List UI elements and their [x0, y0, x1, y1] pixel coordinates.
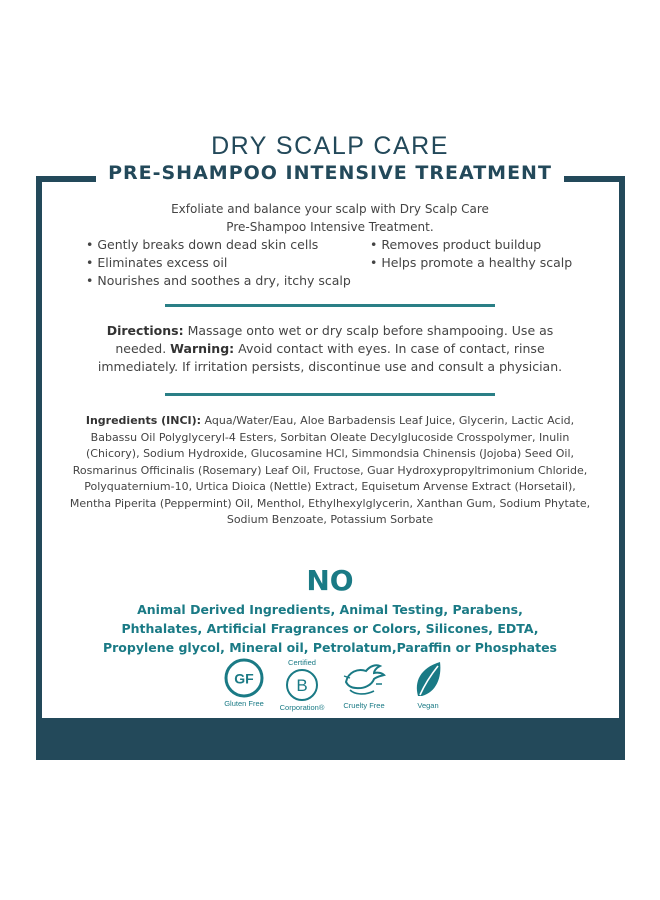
bcorp-label: Corporation®: [279, 703, 325, 712]
divider-bottom: [165, 393, 495, 396]
leaping-bunny-icon: [340, 658, 388, 700]
benefits-list-right: [370, 236, 572, 272]
benefit-item: • Eliminates excess oil: [86, 254, 351, 272]
leaf-icon: [410, 658, 446, 700]
benefit-item: • Helps promote a healthy scalp: [370, 254, 572, 272]
gluten-free-icon: [224, 658, 264, 698]
intro-text: [0, 200, 660, 236]
intro-line-1: Exfoliate and balance your scalp with Dry Scalp Care: [171, 202, 489, 216]
directions-label: Directions:: [106, 323, 184, 338]
benefit-item: • Removes product buildup: [370, 236, 572, 254]
bcorp-icon: [285, 668, 319, 702]
directions-body: Massage onto wet or dry scalp before shampooing. Use as needed.: [115, 323, 554, 356]
vegan-label: Vegan: [417, 701, 439, 710]
product-line-title: DRY SCALP CARE: [211, 132, 449, 160]
product-subtitle: [0, 162, 660, 184]
bcorp-mark: B: [296, 676, 308, 695]
free-from-list: Animal Derived Ingredients, Animal Testing, Parabens, Phthalates, Artificial Fragrances or Colors, Silicones, EDTA, Propylene glycol, Mineral oil, Petrolatum,Paraffin or Phosphates: [102, 602, 557, 655]
benefits-list-left: [86, 236, 351, 290]
ingredients-body: Aqua/Water/Eau, Aloe Barbadensis Leaf Juice, Glycerin, Lactic Acid, Babassu Oil Polyglyceryl-4 Esters, Sorbitan Oleate Decylglucoside Crosspolymer, Inulin (Chicory), Sodium Hydroxide, Glucosamine HCl, Simmondsia Chinensis (Jojoba) Seed Oil, Rosmarinus Officinalis (Rosemary) Leaf Oil, Fructose, Guar Hydroxypropyltrimonium Chloride, Polyquaternium-10, Urtica Dioica (Nettle) Extract, Equisetum Arvense Extract (Horsetail), Mentha Piperita (Peppermint) Oil, Menthol, Ethylhexylglycerin, Xanthan Gum, Sodium Phytate, Sodium Benzoate, Potassium Sorbate: [69, 414, 591, 526]
gluten-free-label: Gluten Free: [224, 699, 264, 708]
benefit-item: • Gently breaks down dead skin cells: [86, 236, 351, 254]
intro-line-2: Pre-Shampoo Intensive Treatment.: [226, 220, 434, 234]
cruelty-free-badge: [334, 658, 394, 710]
divider-top: [165, 304, 495, 307]
frame-bottom-band: [36, 718, 625, 760]
ingredients-label: Ingredients (INCI):: [85, 414, 202, 427]
gluten-free-badge: [214, 658, 274, 708]
bcorp-badge: [272, 658, 332, 712]
benefit-item: • Nourishes and soothes a dry, itchy scalp: [86, 272, 351, 290]
warning-body: Avoid contact with eyes. In case of contact, rinse immediately. If irritation persists, discontinue use and consult a physician.: [97, 341, 563, 374]
directions-text: [90, 322, 570, 376]
vegan-badge: [398, 658, 458, 710]
warning-label: Warning:: [170, 341, 235, 356]
product-subtitle-text: PRE-SHAMPOO INTENSIVE TREATMENT: [96, 162, 564, 184]
cruelty-free-label: Cruelty Free: [343, 701, 385, 710]
bcorp-certified-text: Certified: [288, 658, 316, 667]
ingredients-text: [64, 413, 596, 529]
gluten-free-mark: GF: [234, 670, 254, 687]
free-from-title: NO: [306, 564, 354, 597]
